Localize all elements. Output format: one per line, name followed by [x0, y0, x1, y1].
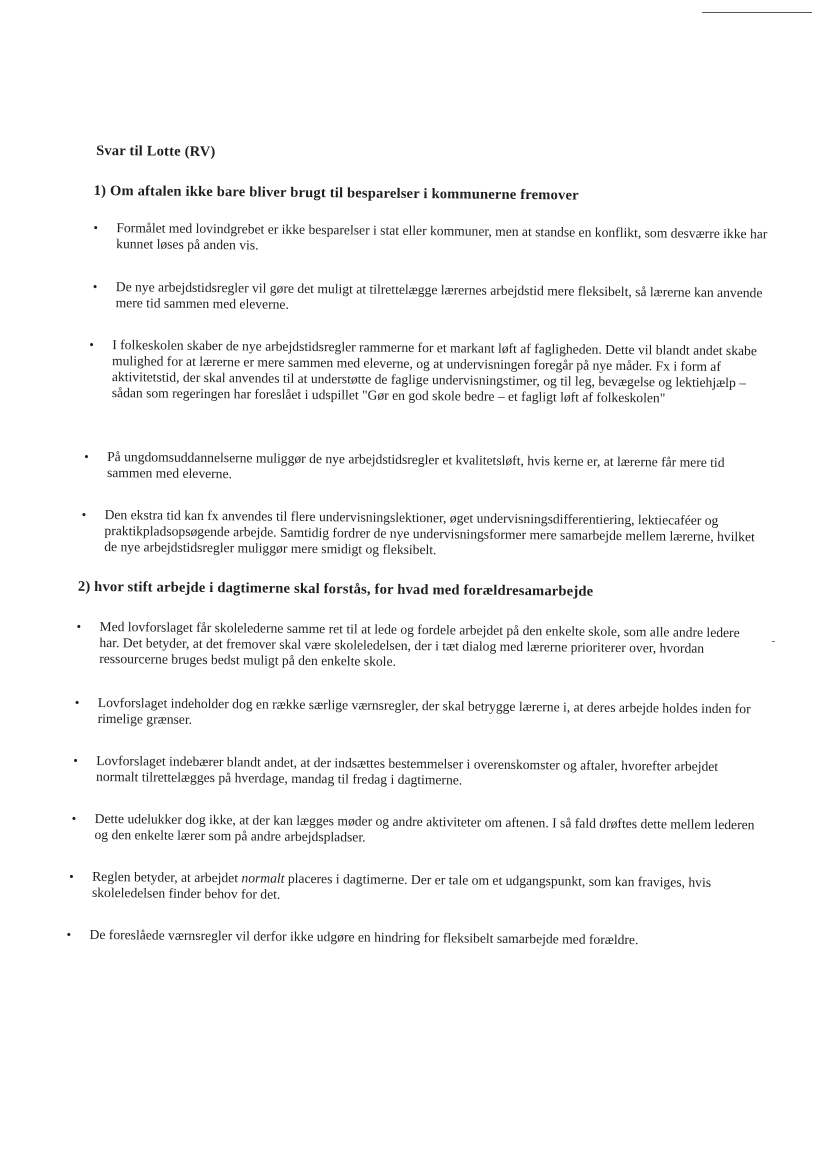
- list-item-text: De foreslåede værnsregler vil derfor ikke udgøre en hindring for fleksibelt samarbejde med forældre.: [89, 926, 639, 948]
- emphasized-word: normalt: [241, 870, 285, 886]
- list-item-text: Lovforslaget indebærer blandt andet, at der indsættes bestemmelser i overenskomster og aftaler, hvorefter arbejdet normalt tilrettelægges på hverdage, mandag til fredag i dagtimerne.: [96, 752, 719, 788]
- text-run: placeres i dagtimerne. Der er tale om et udgangspunkt, som kan fraviges, hvis skoleledelsen finder behov for det.: [91, 870, 712, 902]
- bullet-icon: •: [66, 926, 72, 942]
- list-item-text: På ungdomsuddannelserne muliggør de nye arbejdstidsregler et kvalitetsløft, hvis kerne er, at lærerne får mere tid sammen med eleverne.: [106, 449, 725, 482]
- list-item-text: Dette udelukker dog ikke, at der kan lægges møder og andre aktiviteter om aftenen. I så fald drøftes dette mellem lederen og den enkelte lærer som på andre arbejdspladser.: [94, 810, 755, 845]
- list-item: [84, 448, 767, 487]
- list-item-text: De nye arbejdstidsregler vil gøre det muligt at tilrettelægge lærernes arbejdstid mere fleksibelt, så lærerne kan anvende mere tid sammen med eleverne.: [115, 279, 763, 312]
- list-item: [93, 219, 776, 258]
- list-item: [71, 810, 755, 849]
- list-item: [92, 278, 776, 317]
- bullet-icon: •: [92, 278, 98, 294]
- list-item-text: Formålet med lovindgrebet er ikke besparelser i stat eller kommuner, men at standse en konflikt, som desværre ikke har kunnet løses på anden vis.: [116, 220, 768, 253]
- section-2-heading: 2) hvor stift arbejde i dagtimerne skal forstås, for hvad med forældresamarbejde: [77, 578, 594, 600]
- list-item: [69, 868, 752, 907]
- bullet-icon: •: [69, 868, 74, 884]
- bullet-icon: •: [74, 694, 80, 710]
- list-item-text: Den ekstra tid kan fx anvendes til flere undervisningslektioner, øget undervisningsdifferentiering, lektiecaféer og praktikpladsopsøgende arbejde. Samtidig fordrer de nye undervisningsformer mere samarbejde mellem lærerne, hvilket de nye arbejdstidsregler muliggør mere smidigt og fleksibelt.: [104, 507, 755, 558]
- list-item-text: Lovforslaget indeholder dog en række særlige værnsregler, der skal betrygge lærerne i, at deres arbejde holdes inden for rimelige grænser.: [97, 694, 751, 727]
- list-item-text: I folkeskolen skaber de nye arbejdstidsregler rammerne for et markant løft af fagligheden. Dette vil blandt andet skabe mulighed for at lærerne er mere sammen med eleverne, og at undervisningen foregår på nye måder. Fx i form af aktivitetstid, der skal anvendes til at understøtte de faglige undervisningstimer, og til leg, bevægelse og lektiehjælp – sådan som regeringen har foreslået i udspillet "Gør en god skole bedre – et fagligt løft af folkeskolen": [111, 337, 757, 406]
- list-item: [74, 694, 758, 733]
- text-run: Reglen betyder, at arbejdet: [92, 868, 242, 886]
- list-item: [66, 926, 750, 949]
- bullet-icon: •: [93, 219, 99, 235]
- list-item: [89, 336, 773, 407]
- list-item-text: [92, 869, 752, 907]
- document-title: Svar til Lotte (RV): [96, 142, 216, 161]
- list-item: [76, 618, 759, 673]
- bullet-icon: •: [71, 810, 77, 826]
- bullet-icon: •: [81, 506, 87, 522]
- bullet-icon: •: [76, 618, 82, 634]
- list-item: [81, 506, 764, 561]
- list-item: [73, 752, 756, 791]
- list-item-text: Med lovforslaget får skolelederne samme ret til at lede og fordele arbejdet på den enkelte skole, som alle andre ledere har. Det betyder, at det fremover skal være skoleledelsen, der i tæt dialog med lærerne prioriterer over, hvordan ressourcerne bruges bedst muligt på den enkelte skole.: [99, 618, 740, 669]
- bullet-icon: •: [84, 448, 89, 464]
- section-1-heading: 1) Om aftalen ikke bare bliver brugt til besparelser i kommunerne fremover: [93, 182, 579, 204]
- bullet-icon: •: [89, 336, 94, 352]
- bullet-icon: •: [73, 752, 78, 768]
